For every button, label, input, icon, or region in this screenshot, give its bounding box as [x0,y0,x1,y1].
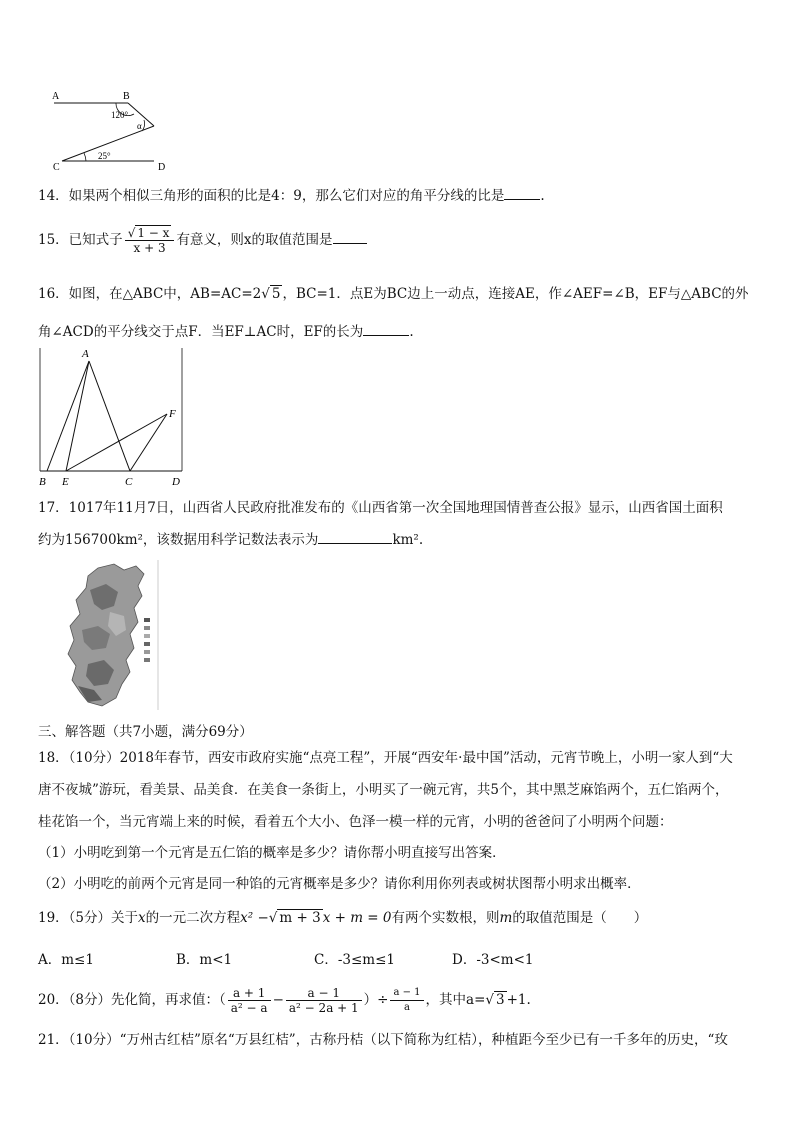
q15-answer-blank [333,231,367,244]
fig16-label-e: E [62,476,69,488]
fig13-label-d: D [158,162,166,173]
q14-text: 14．如果两个相似三角形的面积的比是4：9，那么它们对应的角平分线的比是 [38,188,505,204]
shanxi-map-image [58,560,160,710]
question-18-line-3: 桂花馅一个，当元宵端上来的时候，看着五个大小、色泽一模一样的元宵，小明的爸爸问了小明两个问题： [38,814,673,830]
q20-fraction-3: $\frac{a - 1}{a}$ [390,986,423,1015]
figure-triangle-abc [36,344,186,490]
section-3-heading: 三、解答题（共7小题，满分69分） [38,724,253,740]
fig13-angle-25: 25° [98,151,111,161]
q20-fraction-1: $\frac{a + 1}{\text{a² − a}}$ [228,986,271,1015]
question-19-options [38,950,754,970]
question-18-sub-1: （1）小明吃到第一个元宵是五仁馅的概率是多少？请你帮小明直接写出答案． [38,845,506,861]
q17-answer-blank [318,531,392,544]
question-18-line-1: 18．（10分）2018年春节，西安市政府实施“点亮工程”，开展“西安年·最中国”活动，元宵节晚上，小明一家人到“大 [38,750,733,766]
q16-answer-blank [363,323,409,336]
fig13-angle-120: 120° [111,110,129,120]
q15-fraction: $\frac{√ 1 - x}{x + 3}$ [125,226,175,255]
fig16-label-d: D [172,476,180,488]
fig13-angle-alpha: α [137,121,142,131]
fig13-label-a: A [52,91,60,102]
fig16-label-c: C [125,476,133,488]
question-18-sub-2: （2）小明吃的前两个元宵是同一种馅的元宵概率是多少？请你利用你列表或树状图帮小明求出概率． [38,876,641,892]
question-20: 20．（8分）先化简，再求值：（ $\frac{a + 1}{\text{a² − a}}$ − $\frac{a - 1}{\text{a² − 2a + 1}}$ ）÷ $\frac{a - 1}{a}$ ，其中a=√ 3 +1. [38,986,531,1015]
question-17-line-2: 约为156700km²，该数据用科学记数法表示为 km². [38,532,424,548]
question-15: 15．已知式子 $\frac{√ 1 - x}{x + 3}$ 有意义，则x的取值范围是 [38,222,754,258]
question-14: 14．如果两个相似三角形的面积的比是4：9，那么它们对应的角平分线的比是 . [38,188,545,204]
fig16-label-a: A [82,348,89,360]
question-18-line-2: 唐不夜城”游玩，看美景、品美食．在美食一条街上，小明买了一碗元宵，共5个，其中黑芝麻馅两个，五仁馅两个， [38,782,729,798]
q14-answer-blank [504,187,540,200]
figure-angle-diagram [44,86,174,174]
q19-option-d[interactable]: D．-3<m<1 [452,952,534,968]
fig16-label-b: B [39,476,46,488]
question-16-line-2: 角∠ACD的平分线交于点F．当EF⊥AC时，EF的长为 . [38,324,414,340]
question-19: 19．（5分）关于x的一元二次方程x² −√ m + 3 x + m = 0有两个实数根，则m的取值范围是（ ） [38,910,648,926]
question-16-line-1: 16．如图，在△ABC中，AB=AC=2√ 5 ，BC=1．点E为BC边上一动点，连接AE，作∠AEF=∠B，EF与△ABC的外 [38,286,749,302]
q20-fraction-2: $\frac{a - 1}{\text{a² − 2a + 1}}$ [286,986,362,1015]
fig16-label-f: F [169,408,176,420]
fig13-label-b: B [123,91,130,102]
q19-option-c[interactable]: C．-3≤m≤1 [314,952,395,968]
q19-option-a[interactable]: A．m≤1 [38,952,94,968]
fig13-label-c: C [53,162,60,173]
question-17-line-1: 17．1017年11月7日，山西省人民政府批准发布的《山西省第一次全国地理国情普查公报》显示，山西省国土面积 [38,500,723,516]
q19-option-b[interactable]: B．m<1 [176,952,233,968]
question-21-line-1: 21．（10分）“万州古红桔”原名“万县红桔”，古称丹桔（以下简称为红桔），种植距今至少已有一千多年的历史，“玫 [38,1032,728,1048]
q16-sqrt: 5 [271,286,281,302]
q20-sqrt: 3 [496,992,505,1008]
